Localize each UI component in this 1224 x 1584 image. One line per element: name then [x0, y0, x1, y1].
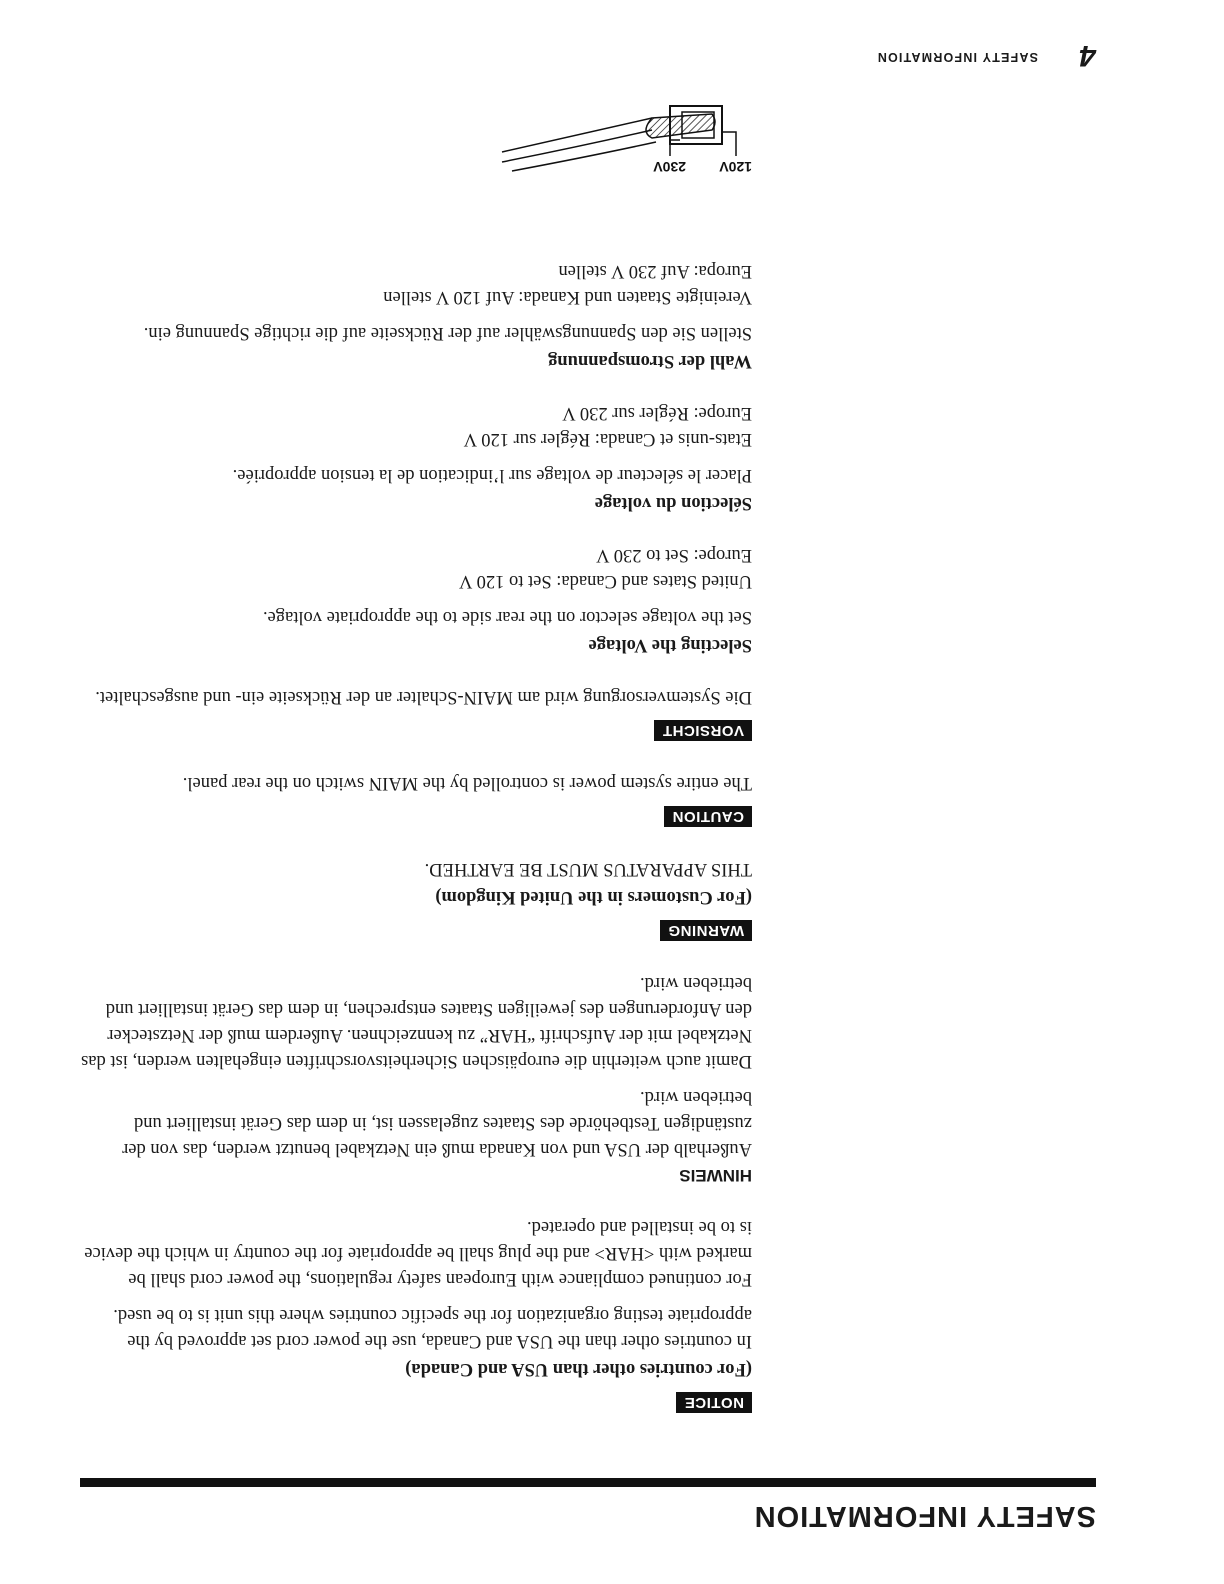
- vorsicht-text: Die Systemversorgung wird am MAIN-Schalter an der Rückseite ein- und ausgeschaltet.: [95, 687, 752, 707]
- vorsicht-section: [80, 684, 752, 744]
- voltage-en-heading: Selecting the Voltage: [588, 635, 752, 655]
- caution-badge: CAUTION: [664, 806, 752, 827]
- voltage-de-section: [80, 258, 752, 374]
- voltage-en-eu: Europe: Set to 230 V: [596, 545, 752, 565]
- page-number: 4: [1079, 39, 1096, 72]
- voltage-fr-eu: Europe: Régler sur 230 V: [562, 403, 752, 423]
- notice-subhead: (For countries other than USA and Canada): [405, 1359, 752, 1379]
- diagram-label-120: 120V: [719, 159, 752, 175]
- voltage-fr-section: [80, 400, 752, 516]
- warning-section: [80, 856, 752, 944]
- voltage-de-heading: Wahl der Stromspannung: [548, 351, 752, 371]
- voltage-fr-heading: Sélection du voltage: [594, 493, 752, 513]
- warning-text: THIS APPARATUS MUST BE EARTHED.: [424, 859, 752, 879]
- voltage-en-section: [80, 542, 752, 658]
- voltage-fr-us: Etats-unis et Canada: Régler sur 120 V: [463, 429, 752, 449]
- hinweis-section: [80, 970, 752, 1188]
- notice-section: [80, 1214, 752, 1416]
- notice-paragraph-1: In countries other than the USA and Canada, use the power cord set approved by the appropriate testing organization for the specific countries where this unit is to be used.: [113, 1305, 752, 1351]
- voltage-de-text: Stellen Sie den Spannungswähler auf der Rückseite auf die richtige Spannung ein.: [143, 323, 752, 343]
- notice-badge: NOTICE: [676, 1392, 752, 1413]
- hinweis-paragraph-1: Außerhalb der USA und von Kanada muß ein Netzkabel benutzt werden, das von der zuständigen Testbehörde des Staates zugelassen ist, in dem das Gerät installiert und betrieben wird.: [122, 1087, 752, 1159]
- caution-section: [80, 770, 752, 830]
- hinweis-paragraph-2: Damit auch weiterhin die europäischen Sicherheitsvorschriften eingehalten werden, ist das Netzkabel mit der Aufschrift “HAR” zu kennzeichnen. Außerdem muß der Netzstecker den Anforderungen des jeweiligen Staates entsprechen, in dem das Gerät installiert und betrieben wird.: [81, 973, 752, 1071]
- warning-subhead: (For Customers in the United Kingdom): [435, 887, 752, 907]
- voltage-selector-diagram: [452, 66, 752, 176]
- voltage-en-text: Set the voltage selector on the rear side to the appropriate voltage.: [262, 607, 752, 627]
- warning-badge: WARNING: [660, 920, 752, 941]
- page-title: SAFETY INFORMATION: [753, 1500, 1096, 1532]
- voltage-de-eu: Europa: Auf 230 V stellen: [558, 261, 752, 281]
- voltage-fr-text: Placer le sélecteur de voltage sur l’indication de la tension appropriée.: [232, 465, 752, 485]
- footer-section-label: SAFETY INFORMATION: [876, 50, 1038, 64]
- hinweis-heading: HINWEIS: [679, 1166, 752, 1185]
- caution-text: The entire system power is controlled by the MAIN switch on the rear panel.: [182, 773, 752, 793]
- voltage-de-us: Vereinigte Staaten und Kanada: Auf 120 V stellen: [383, 287, 752, 307]
- voltage-en-us: United States and Canada: Set to 120 V: [458, 571, 752, 591]
- header-rule: [80, 1478, 1096, 1487]
- notice-paragraph-2: For continued compliance with European safety regulations, the power cord shall be marked with <HAR> and the plug shall be appropriate for the country in which the device is to be installed and operated.: [84, 1217, 752, 1289]
- diagram-label-230: 230V: [653, 159, 686, 175]
- vorsicht-badge: VORSICHT: [654, 720, 752, 741]
- content: [80, 232, 752, 1416]
